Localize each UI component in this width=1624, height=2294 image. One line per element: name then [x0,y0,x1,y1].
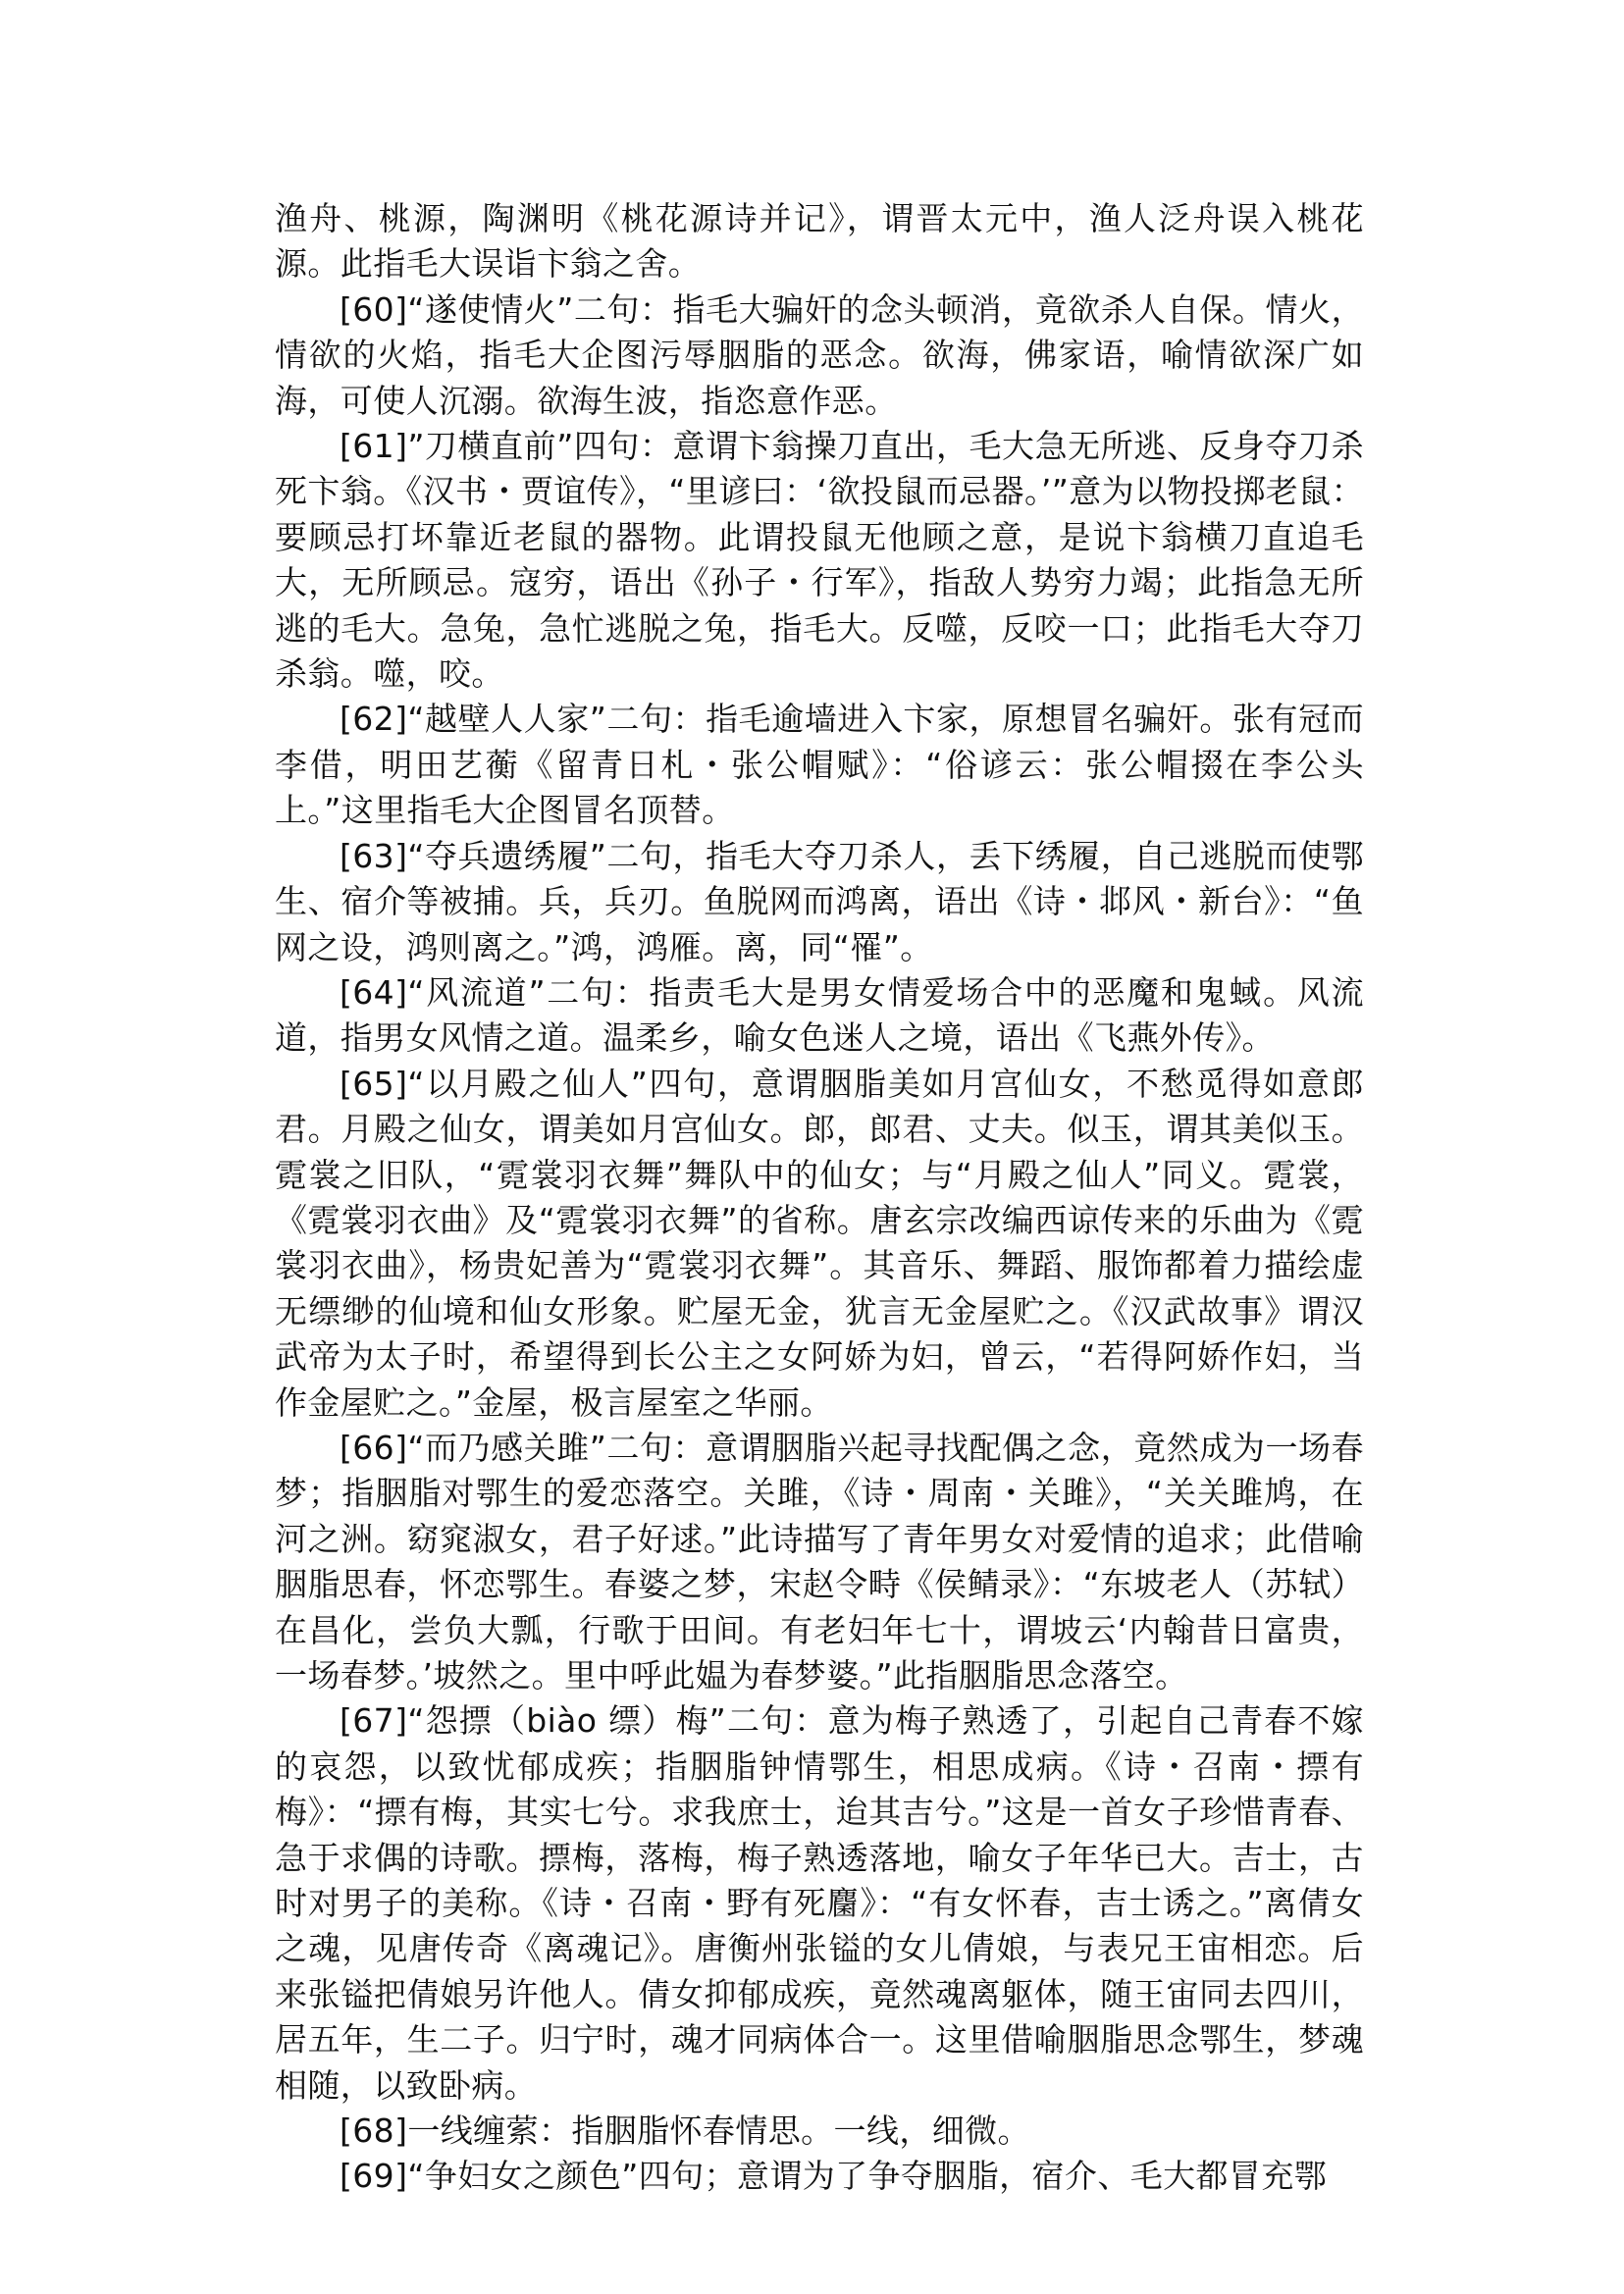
note-63: [63]“夺兵遗绣履”二句，指毛大夺刀杀人，丢下绣履，自己逃脱而使鄂生、宿介等被捕。兵，兵刃。鱼脱网而鸿离，语出《诗・邶风・新台》：“鱼网之设，鸿则离之。”鸿，鸿雁。离，同“罹”。 [275,836,1364,966]
note-61: [61]”刀横直前”四句：意谓卞翁操刀直出，毛大急无所逃、反身夺刀杀死卞翁。《汉书・贾谊传》，“里谚曰：‘欲投鼠而忌器。’”意为以物投掷老鼠：要顾忌打坏靠近老鼠的器物。此谓投鼠无他顾之意，是说卞翁横刀直追毛大，无所顾忌。寇穷，语出《孙子・行军》，指敌人势穷力竭；此指急无所逃的毛大。急兔，急忙逃脱之兔，指毛大。反噬，反咬一口；此指毛大夺刀杀翁。噬，咬。 [275,427,1364,694]
document-page [275,196,1397,2200]
note-62: [62]“越壁人人家”二句：指毛逾墙进入卞家，原想冒名骗奸。张有冠而李借，明田艺蘅《留青日札・张公帽赋》：“俗谚云：张公帽掇在李公头上。”这里指毛大企图冒名顶替。 [275,700,1364,830]
note-65: [65]“以月殿之仙人”四句，意谓胭脂美如月宫仙女，不愁觅得如意郎君。月殿之仙女，谓美如月宫仙女。郎，郎君、丈夫。似玉，谓其美似玉。霓裳之旧队，“霓裳羽衣舞”舞队中的仙女；与“月殿之仙人”同义。霓裳，《霓裳羽衣曲》及“霓裳羽衣舞”的省称。唐玄宗改编西谅传来的乐曲为《霓裳羽衣曲》，杨贵妃善为“霓裳羽衣舞”。其音乐、舞蹈、服饰都着力描绘虚无缥缈的仙境和仙女形象。贮屋无金，犹言无金屋贮之。《汉武故事》谓汉武帝为太子时，希望得到长公主之女阿娇为妇，曾云，“若得阿娇作妇，当作金屋贮之。”金屋，极言屋室之华丽。 [275,1064,1364,1422]
paragraph-continuation: 渔舟、桃源，陶渊明《桃花源诗并记》，谓晋太元中，渔人泛舟误入桃花源。此指毛大误诣卞翁之舍。 [275,199,1364,284]
note-68: [68]一线缠萦：指胭脂怀春情思。一线，细微。 [340,2112,1030,2151]
note-69: [69]“争妇女之颜色”四句；意谓为了争夺胭脂，宿介、毛大都冒充鄂 [340,2157,1328,2196]
note-64: [64]“风流道”二句：指责毛大是男女情爱场合中的恶魔和鬼蜮。风流道，指男女风情之道。温柔乡，喻女色迷人之境，语出《飞燕外传》。 [275,972,1364,1058]
note-60: [60]“遂使情火”二句：指毛大骗奸的念头顿消，竟欲杀人自保。情火，情欲的火焰，指毛大企图污辱胭脂的恶念。欲海，佛家语，喻情欲深广如海，可使人沉溺。欲海生波，指恣意作恶。 [275,289,1364,420]
note-66: [66]“而乃感关雎”二句：意谓胭脂兴起寻找配偶之念，竟然成为一场春梦；指胭脂对鄂生的爱恋落空。关雎，《诗・周南・关雎》，“关关雎鸠，在河之洲。窈窕淑女，君子好逑。”此诗描写了青年男女对爱情的追求；此借喻胭脂思春，怀恋鄂生。春婆之梦，宋赵令畤《侯鲭录》：“东坡老人（苏轼）在昌化，尝负大瓢，行歌于田间。有老妇年七十，谓坡云‘内翰昔日富贵，一场春梦。’坡然之。里中呼此媪为春梦婆。”此指胭脂思念落空。 [275,1428,1364,1694]
note-67: [67]“怨摽（biào 缥）梅”二句：意为梅子熟透了，引起自己青春不嫁的哀怨，以致忧郁成疾；指胭脂钟情鄂生，相思成病。《诗・召南・摽有梅》：“摽有梅，其实七兮。求我庶士，迨其吉兮。”这是一首女子珍惜青春、急于求偶的诗歌。摽梅，落梅，梅子熟透落地，喻女子年华已大。吉士，古时对男子的美称。《诗・召南・野有死麕》：“有女怀春，吉士诱之。”离倩女之魂，见唐传奇《离魂记》。唐衡州张镒的女儿倩娘，与表兄王宙相恋。后 来张镒把倩娘另许他人。倩女抑郁成疾，竟然魂离躯体，随王宙同去四川，居五年，生二子。归宁时，魂才同病体合一。这里借喻胭脂思念鄂生，梦魂相随，以致卧病。 [275,1701,1397,2105]
